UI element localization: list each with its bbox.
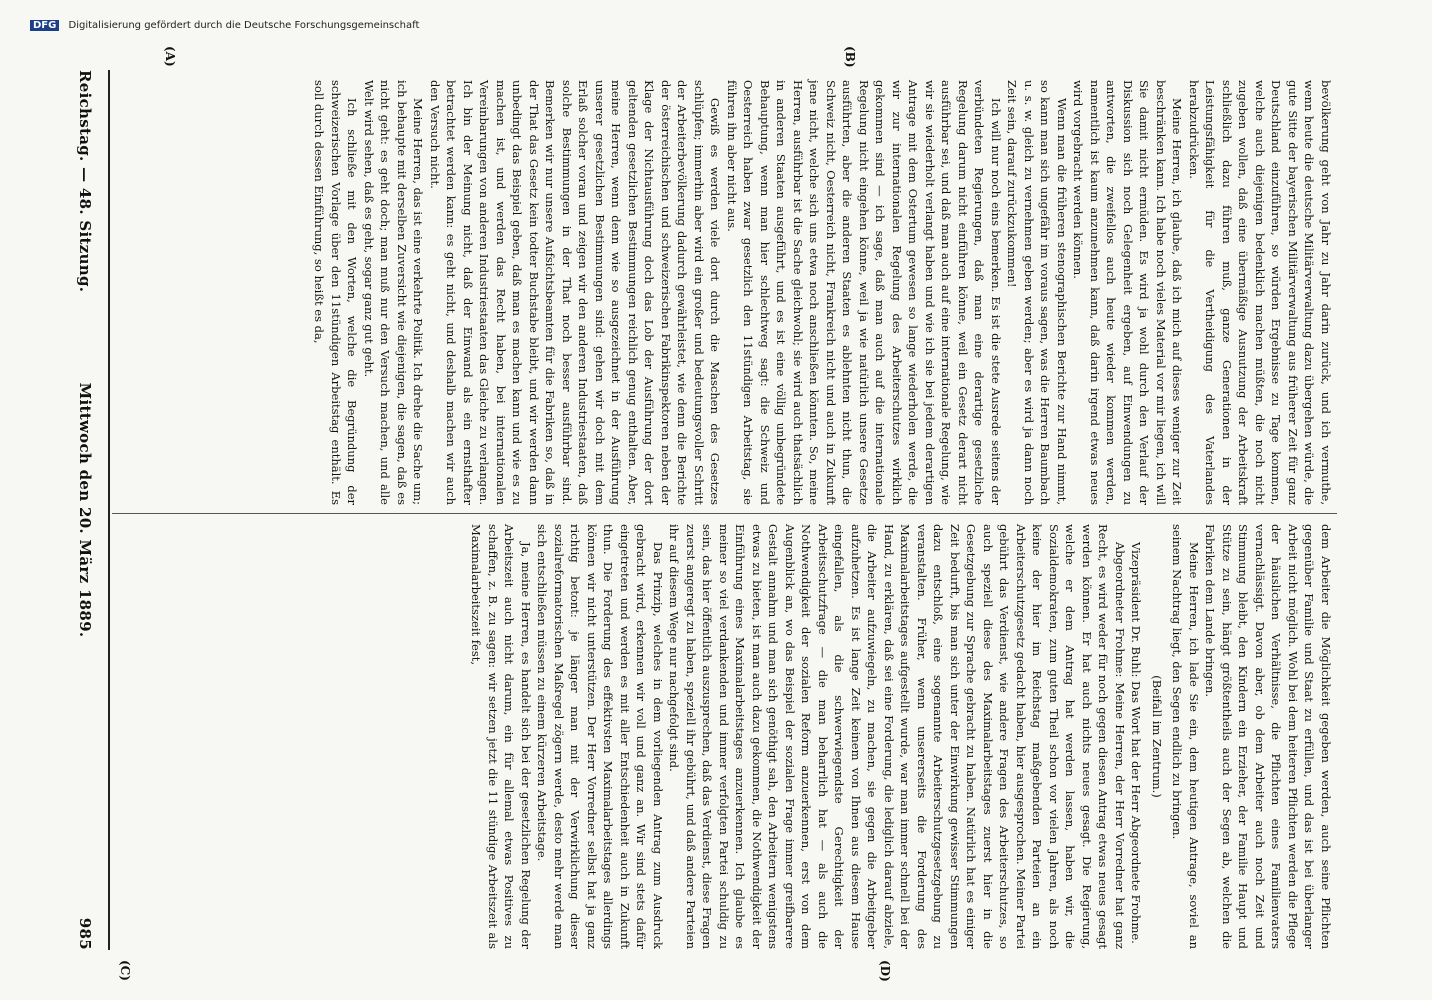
footer-text: Digitalisierung gefördert durch die Deutsche Forschungsgemeinschaft xyxy=(68,20,420,31)
right-paragraph: Meine Herren, ich lade Sie ein, dem heutigen Antrage, soviel an seinem Nachtrag liegt, den Segen endlich zu bringen. xyxy=(1170,524,1201,949)
applause-note: (Beifall im Zentrum.) xyxy=(1150,675,1164,798)
page-header xyxy=(68,70,102,950)
left-column xyxy=(114,80,1334,505)
right-paragraph: Abgeordneter Frohme: Meine Herren, der Herr Vorredner hat ganz Recht, es wird weder für noch gegen diesen Antrag etwas neues gesagt werden können. Er hat auch nichts neues gesagt. Die Regierung, welche er dem Antrag hat werden lassen, haben wir, die Sozialdemokraten, zum guten Theil schon vor vielen Jahren, als noch keine der hier im Reichstag maßgebenden Parteien an ein Arbeiterschutzgesetz gedacht haben, hier ausgesprochen. Meiner Partei gebührt das Verdienst, wie andere Fragen des Arbeiterschutzes, so auch speziell diese des Maximalarbeitstages zuerst hier in die Gesetzgebung zur Sprache gebracht zu haben. Natürlich hat es einiger Zeit bedurft, bis man sich unter der Einwirkung gewisser Stimmungen dazu entschloß, eine sogenannte Arbeiterschutzgesetzgebung zu veranstalten. Früher, wenn unsererseits die Forderung des Maximalarbeitstages aufgestellt wurde, war man immer schnell bei der Hand, zu erklären, daß sei eine Forderung, die lediglich darauf abziele, die Arbeiter aufzuwiegeln, zu machen, sie gegen die Arbeitgeber aufzuhetzen. Es ist lange Zeit keinem von Ihnen aus diesem Hause eingefallen, als die schwerwiegendste Gerechtigkeit der Arbeitsschutzfrage — die man beharrlich hat — als auch die Nothwendigkeit der sozialen Reform anzuerkennen, erst von dem Augenblick an, wo das Beispiel der sozialen Frage immer greifbarere Gestalt annahm und man sich genöthigt sah, den Arbeitern wenigstens etwas zu bieten, ist man auch dazu gekommen, die Nothwendigkeit der Einführung eines Maximalarbeitstages anzuerkennen. Ich glaube es meiner so viel verdankenden und immer verfolgten Partei schuldig zu sein, das hier öffentlich auszusprechen, daß das Verdienst, diese Fragen zuerst angeregt zu haben, speziell ihr gebührt, und daß andere Parteien ihr auf diesem Wege nur nachgefolgt sind. xyxy=(667,524,1127,949)
digitization-footer xyxy=(30,20,1010,31)
left-paragraph: Meine Herren, ich glaube, daß ich mich auf dieses weniger zur Zeit beschränken kann. Ich habe noch vieles Material vor mir liegen, ich will Sie damit nicht ermüden. Es wird ja wohl durch den Verlauf der Diskussion sich noch Gelegenheit ergeben, auf Einwendungen zu antworten, die zweifellos auch heute wieder kommen werden, namentlich ist kaum anzunehmen kann, daß darin irgend etwas neues wird vorgebracht werden können. xyxy=(1071,80,1185,505)
right-paragraph: dem Arbeiter die Möglichkeit gegeben werden, auch seine Pflichten gegenüber Familie und Staat zu erfüllen, und das ist bei überlanger Arbeit nicht möglich. Wohl bei dem heiteren Pflichten werden die Pflege der häuslichen Verhältnisse, die Pflichten eines Familienvaters vernachlässigt. Davon aber, ob dem Arbeiter auch noch Zeit und Stimmung bleibt, den Kindern ein Erzieher, der Familie Haupt und Stütze zu sein, hängt größtentheils auch der Segen ab, welchen die Fabriken dem Lande bringen. xyxy=(1203,524,1333,949)
left-paragraph: Meine Herren, das ist eine verkehrte Politik. Ich drehe die Sache um; ich behaupte mit derselben Zuversicht wie diejenigen, die sagen, daß es nicht geht: es geht doch; man muß nur den Versuch machen, und alle Welt wird sehen, daß es geht, sogar ganz gut geht. xyxy=(362,80,426,505)
left-paragraph: Gewiß es werden viele dort durch die Maschen des Gesetzes schlüpfen; immerhin aber wird ein großer und bedeutungsvoller Schritt der Arbeiterbevölkerung dadurch gewährleistet, wie denn die Berichte der österreichischen und schweizerischen Fabrikinspektoren neben der Klage der Nichtausführung doch das Lob der Ausführung der dort geltenden gesetzlichen Bestimmungen reichlich genug enthalten. Aber, meine Herren, wenn denn wie so ausgezeichnet in der Ausführung unserer gesetzlichen Bestimmungen sind: gehen wir doch mit dem Erlaß solcher voran und zeigen wir den anderen Industriestaaten, daß solche Bestimmungen in der That noch besser ausführbar sind. Bemerken wir nur unsere Aufsichtsbeamten für die Fabriken so, daß in der That das Gesetz kein todter Buchstabe bleibt, und wir werden dann unbedingt das Beispiel geben, daß man es machen kann und wie es zu machen ist, und werden das Recht haben, bei internationalen Vereinbarungen von anderen Industriestaaten das Gleiche zu verlangen. Ich bin der Meinung nicht, daß der Einwand als ein ernsthafter betrachtet werden kann: es geht nicht, und deshalb machen wir auch den Versuch nicht. xyxy=(428,80,723,505)
president-statement: Vizepräsident Dr. Buhl: Das Wort hat der Herr Abgeordnete Frohme. xyxy=(1129,542,1144,944)
left-paragraph: Wenn man die früheren stenographischen Berichte zur Hand nimmt, so kann man sich ungefähr im voraus sagen, was die Herren Baumbach u. s. w. gleich zu vernehmen geben werden; aber es wird ja dann noch Zeit sein, darauf zurückzukommen! xyxy=(1005,80,1069,505)
column-divider xyxy=(112,513,1337,514)
margin-marker-a: (A) xyxy=(163,46,177,67)
left-paragraph: Ich schließe mit den Worten, welche die Begründung der schweizerischen Vorlage über den 11stündigen Arbeitstag enthält. Es soll durch dessen Einführung, so heißt es da, xyxy=(312,80,360,505)
right-paragraph: Das Prinzip, welches in dem vorliegenden Antrag zum Ausdruck gebracht wird, erkennen wir voll und ganz an. Wir sind stets dafür eingetreten und werden es mit aller Entschiedenheit auch in Zukunft thun. Die Forderung des effektivsten Maximalarbeitstages allerdings können wir nicht unterstützen. Der Herr Vorredner selbst hat ja ganz richtig betont: je länger man mit der Verwirklichung dieser sozialreformatorischen Maßregel zögern werde, desto mehr werde man sich entschließen müssen zu einem kürzeren Arbeitstage. xyxy=(535,524,665,949)
margin-marker-d: (D) xyxy=(878,960,892,982)
left-paragraph: Ich will nur noch eins bemerken. Es ist die stete Ausrede seitens der verbündeten Regierungen, daß man eine derartige gesetzliche Regelung darum nicht einführen könne, weil ein Gesetz derart nicht ausführbar sei, und daß man auch auf eine internationale Regelung, wie wir sie wiederholt verlangt haben und wie ich sie bei jedem derartigen Antrage mit dem Ostertum gewesen so lange wiederholen werde, die wir zur internationalen Regelung des Arbeiterschutzes wirklich gekommen sind — ich sage, daß man auch auf die internationale Regelung nicht eingehen könne, weil ja wie natürlich unsere Gesetze ausführten, aber die anderen Staaten es ablehnten nicht thun, die Schweiz nicht, Oesterreich nicht, Frankreich nicht und auch in Zukunft jene nicht, welche sich uns etwa noch anschließen könnten. So, meine Herren, ausführbar ist die Sache gleichwohl; sie wird auch thatsächlich in anderen Staaten ausgeführt, und es ist eine völlig unbegründete Behauptung, wenn man hier schlechtweg sagt: die Schweiz und Oesterreich haben zwar gesetzlich den 11stündigen Arbeitstag, sie führen ihn aber nicht aus. xyxy=(725,80,1003,505)
header-rule xyxy=(108,70,110,950)
margin-marker-c: (C) xyxy=(118,960,132,981)
dfg-logo: DFG xyxy=(30,20,59,31)
left-paragraph: bevölkerung geht von Jahr zu Jahr darin zurück, und ich vermuthe, wenn heute die deutsche Militärverwaltung dazu übergehen würde, die gute Sitte der bayerischen Militärverwaltung aus früherer Zeit für ganz Deutschland einzuführen, so würden Ergebnisse zu Tage kommen, welche auch diejenigen bedenklich machen müßten, die noch nicht zugeben wollen, daß eine übermäßige Ausnutzung der Arbeitskraft schließlich dazu führen muß, ganze Generationen in der Leistungsfähigkeit für die Vertheidigung des Vaterlandes herabzudrücken. xyxy=(1187,80,1333,505)
margin-marker-b: (B) xyxy=(843,46,857,68)
header-left-title: Reichstag. — 48. Sitzung. xyxy=(76,70,94,293)
right-column xyxy=(114,524,1334,949)
page-number: 985 xyxy=(76,917,94,950)
right-paragraph: Ja, meine Herren, es handelt sich bei der gesetzlichen Regelung der Arbeitszeit auch nicht darum, ein für allemal etwas Positives zu schaffen, z. B. zu sagen: wir setzen jetzt die 11 stündige Arbeitszeit als Maximalarbeitszeit fest, xyxy=(469,524,533,949)
header-date: Mittwoch den 20. März 1889. xyxy=(76,382,94,638)
